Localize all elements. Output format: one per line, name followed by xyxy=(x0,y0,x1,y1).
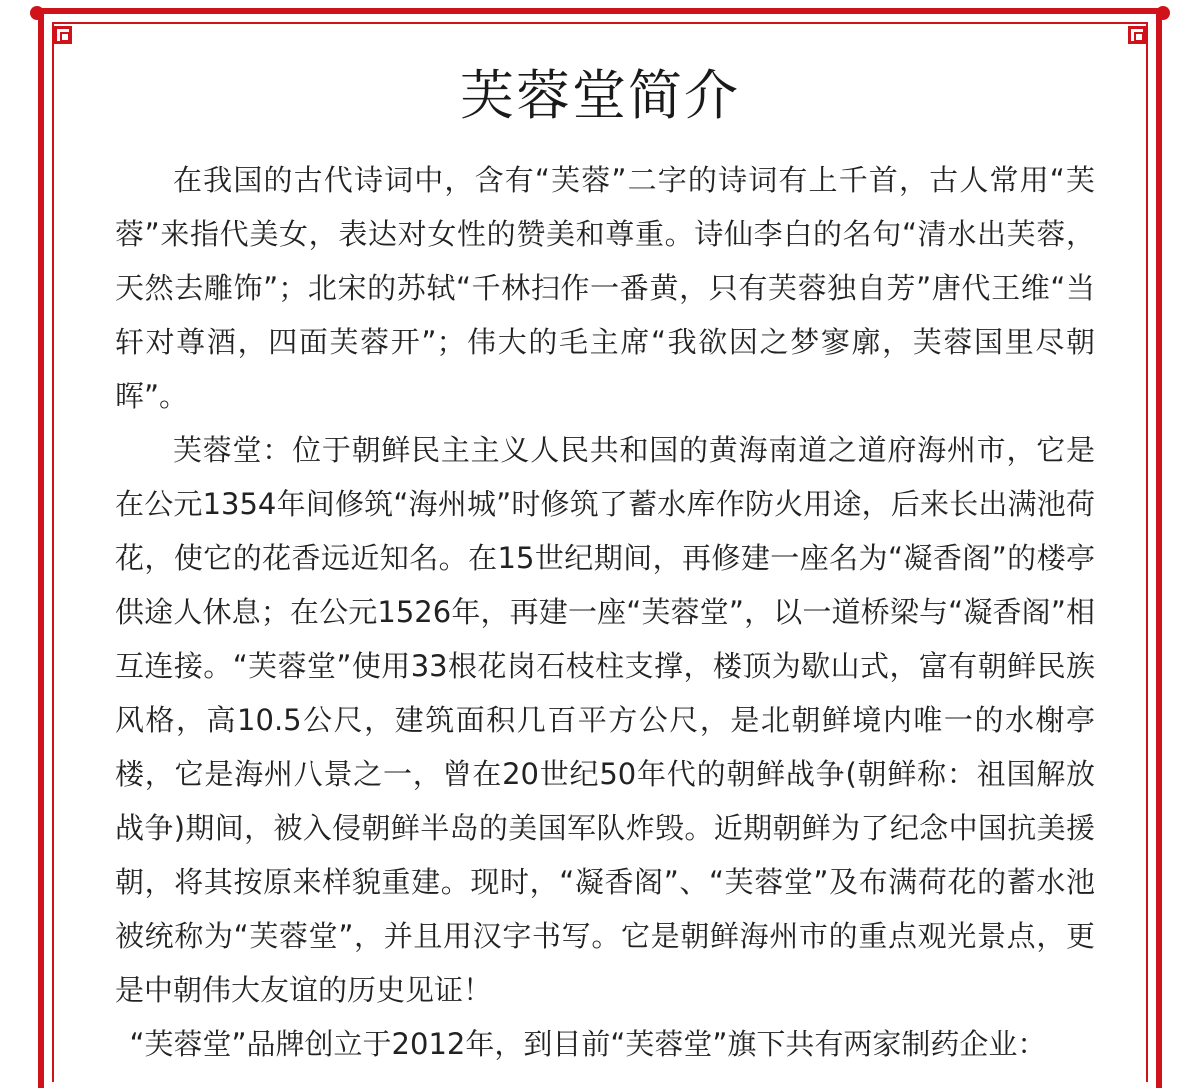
paragraph-history: 芙蓉堂：位于朝鲜民主主义人民共和国的黄海南道之道府海州市，它是在公元1354年间修筑“海州城”时修筑了蓄水库作防火用途，后来长出满池荷花，使它的花香远近知名。在15世纪期间，再修建一座名为“凝香阁”的楼亭供途人休息；在公元1526年，再建一座“芙蓉堂”，以一道桥梁与“凝香阁”相互连接。“芙蓉堂”使用33根花岗石枝柱支撑，楼顶为歇山式，富有朝鲜民族风格，高10.5公尺，建筑面积几百平方公尺，是北朝鲜境内唯一的水榭亭楼，它是海州八景之一，曾在20世纪50年代的朝鲜战争(朝鲜称：祖国解放战争)期间，被入侵朝鲜半岛的美国军队炸毁。近期朝鲜为了纪念中国抗美援朝，将其按原来样貌重建。现时，“凝香阁”、“芙蓉堂”及布满荷花的蓄水池被统称为“芙蓉堂”，并且用汉字书写。它是朝鲜海州市的重点观光景点，更是中朝伟大友谊的历史见证！ xyxy=(115,433,1095,1007)
page-title: 芙蓉堂简介 xyxy=(460,64,740,127)
paragraph-brand: “芙蓉堂”品牌创立于2012年，到目前“芙蓉堂”旗下共有两家制药企业： xyxy=(129,1027,1047,1061)
corner-ornament-icon xyxy=(54,26,72,44)
paragraph-poetry: 在我国的古代诗词中，含有“芙蓉”二字的诗词有上千首，古人常用“芙蓉”来指代美女，表达对女性的赞美和尊重。诗仙李白的名句“清水出芙蓉，天然去雕饰”；北宋的苏轼“千林扫作一番黄，只有芙蓉独自芳”唐代王维“当轩对尊酒，四面芙蓉开”；伟大的毛主席“我欲因之梦寥廓，芙蓉国里尽朝晖”。 xyxy=(115,163,1095,413)
article-body xyxy=(115,153,1095,1071)
corner-ornament-icon xyxy=(1128,26,1146,44)
